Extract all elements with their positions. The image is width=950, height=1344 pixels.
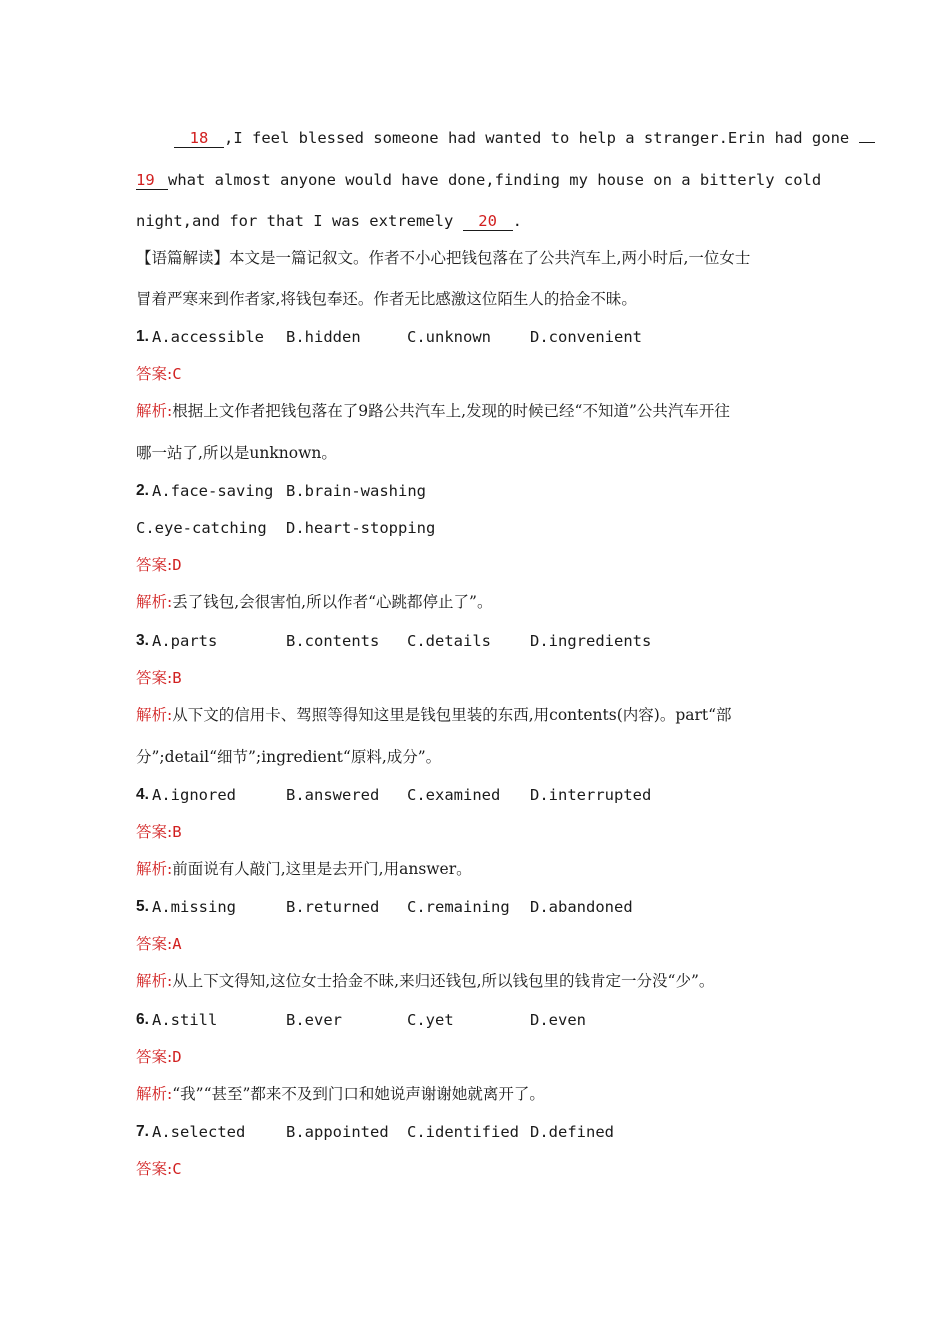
summary-line-2: 冒着严寒来到作者家,将钱包奉还。作者无比感激这位陌生人的拾金不昧。 [136, 290, 637, 308]
answer-label: 答案: [136, 669, 173, 687]
analysis-label: 解析: [136, 706, 173, 724]
option-a[interactable]: A.selected [152, 1123, 246, 1141]
passage-text-1: ,I feel blessed someone had wanted to help a stranger.Erin had gone [224, 129, 850, 147]
answer-label: 答案: [136, 1160, 173, 1178]
analysis-label: 解析: [136, 860, 173, 878]
option-d[interactable]: D.convenient [530, 328, 642, 346]
blank-20[interactable]: 20 [463, 212, 513, 231]
summary-label: 【语篇解读】 [136, 249, 230, 267]
option-d[interactable]: D.even [530, 1011, 586, 1029]
question-number: 5. [136, 898, 149, 915]
question-4-options [136, 785, 836, 805]
option-c[interactable]: C.details [407, 632, 491, 650]
question-number: 4. [136, 786, 149, 803]
question-1-analysis-line-2 [136, 443, 337, 463]
option-a[interactable]: A.ignored [152, 786, 236, 804]
question-1-analysis-line-1 [136, 401, 730, 421]
option-c[interactable]: C.examined [407, 786, 501, 804]
option-c[interactable]: C.remaining [407, 898, 510, 916]
summary-text-1: 本文是一篇记叙文。作者不小心把钱包落在了公共汽车上,两小时后,一位女士 [229, 249, 751, 267]
analysis-text: “我”“甚至”都来不及到门口和她说声谢谢她就离开了。 [172, 1085, 545, 1103]
answer-value: A [172, 935, 182, 953]
question-6-analysis-line-1 [136, 1084, 545, 1104]
question-5-options [136, 897, 836, 917]
answer-value: B [172, 823, 182, 841]
blank-18[interactable]: 18 [174, 129, 224, 148]
option-a[interactable]: A.missing [152, 898, 236, 916]
option-b[interactable]: B.returned [286, 898, 380, 916]
question-6-answer [136, 1047, 182, 1067]
analysis-label: 解析: [136, 972, 173, 990]
answer-label: 答案: [136, 935, 173, 953]
question-number: 3. [136, 632, 149, 649]
analysis-text: 分”;detail“细节”;ingredient“原料,成分”。 [136, 748, 442, 766]
analysis-text: 根据上文作者把钱包落在了9路公共汽车上,发现的时候已经“不知道”公共汽车开往 [172, 402, 730, 420]
answer-label: 答案: [136, 1048, 173, 1066]
option-b[interactable]: B.appointed [286, 1123, 389, 1141]
analysis-text: 前面说有人敲门,这里是去开门,用answer。 [172, 860, 472, 878]
option-a[interactable]: A.parts [152, 632, 218, 650]
question-2-answer [136, 555, 182, 575]
analysis-label: 解析: [136, 1085, 173, 1103]
question-2-analysis-line-1 [136, 592, 492, 612]
option-b[interactable]: B.ever [286, 1011, 342, 1029]
option-a[interactable]: A.face-saving [152, 482, 274, 500]
question-1-options [136, 327, 836, 347]
option-d[interactable]: D.defined [530, 1123, 614, 1141]
analysis-text: 从上下文得知,这位女士拾金不昧,来归还钱包,所以钱包里的钱肯定一分没“少”。 [172, 972, 715, 990]
option-b[interactable]: B.brain-washing [286, 482, 426, 500]
analysis-label: 解析: [136, 402, 173, 420]
question-3-analysis-line-1 [136, 705, 732, 725]
answer-label: 答案: [136, 556, 173, 574]
option-d[interactable]: D.heart-stopping [286, 519, 436, 537]
question-2-options [136, 481, 836, 501]
answer-value: D [172, 1048, 182, 1066]
option-a[interactable]: A.still [152, 1011, 218, 1029]
answer-value: B [172, 669, 182, 687]
answer-value: D [172, 556, 182, 574]
option-c[interactable]: C.yet [407, 1011, 454, 1029]
analysis-label: 解析: [136, 593, 173, 611]
question-1-answer [136, 364, 182, 384]
question-7-answer [136, 1159, 182, 1179]
analysis-text: 丢了钱包,会很害怕,所以作者“心跳都停止了”。 [172, 593, 493, 611]
option-c[interactable]: C.eye-catching [136, 519, 267, 537]
answer-label: 答案: [136, 365, 173, 383]
question-5-answer [136, 934, 182, 954]
question-3-options [136, 631, 836, 651]
question-3-answer [136, 668, 182, 688]
passage-text-2: what almost anyone would have done,finding my house on a bitterly cold [168, 171, 822, 189]
question-5-analysis-line-1 [136, 971, 714, 991]
passage-line-2 [136, 170, 821, 190]
option-b[interactable]: B.hidden [286, 328, 361, 346]
option-d[interactable]: D.interrupted [530, 786, 652, 804]
question-6-options [136, 1010, 836, 1030]
option-c[interactable]: C.identified [407, 1123, 519, 1141]
option-d[interactable]: D.ingredients [530, 632, 652, 650]
passage-line-3 [136, 211, 522, 231]
question-number: 1. [136, 328, 149, 345]
question-4-answer [136, 822, 182, 842]
option-c[interactable]: C.unknown [407, 328, 491, 346]
option-b[interactable]: B.contents [286, 632, 380, 650]
option-b[interactable]: B.answered [286, 786, 380, 804]
passage-text-3: night,and for that I was extremely [136, 212, 454, 230]
answer-value: C [172, 365, 182, 383]
question-number: 2. [136, 482, 149, 499]
option-d[interactable]: D.abandoned [530, 898, 633, 916]
question-3-analysis-line-2 [136, 747, 441, 767]
question-7-options [136, 1122, 836, 1142]
summary-line-1 [136, 248, 750, 268]
blank-19-start [859, 142, 875, 143]
question-2-options-row-2 [136, 518, 836, 538]
blank-19[interactable]: 19 [136, 171, 168, 190]
option-a[interactable]: A.accessible [152, 328, 264, 346]
passage-line-1 [174, 128, 875, 148]
analysis-text: 从下文的信用卡、驾照等得知这里是钱包里装的东西,用contents(内容)。part“部 [172, 706, 732, 724]
answer-value: C [172, 1160, 182, 1178]
analysis-text: 哪一站了,所以是unknown。 [136, 444, 337, 462]
passage-text-3-end: . [512, 212, 522, 230]
question-number: 6. [136, 1011, 149, 1028]
question-4-analysis-line-1 [136, 859, 472, 879]
answer-label: 答案: [136, 823, 173, 841]
question-number: 7. [136, 1123, 149, 1140]
